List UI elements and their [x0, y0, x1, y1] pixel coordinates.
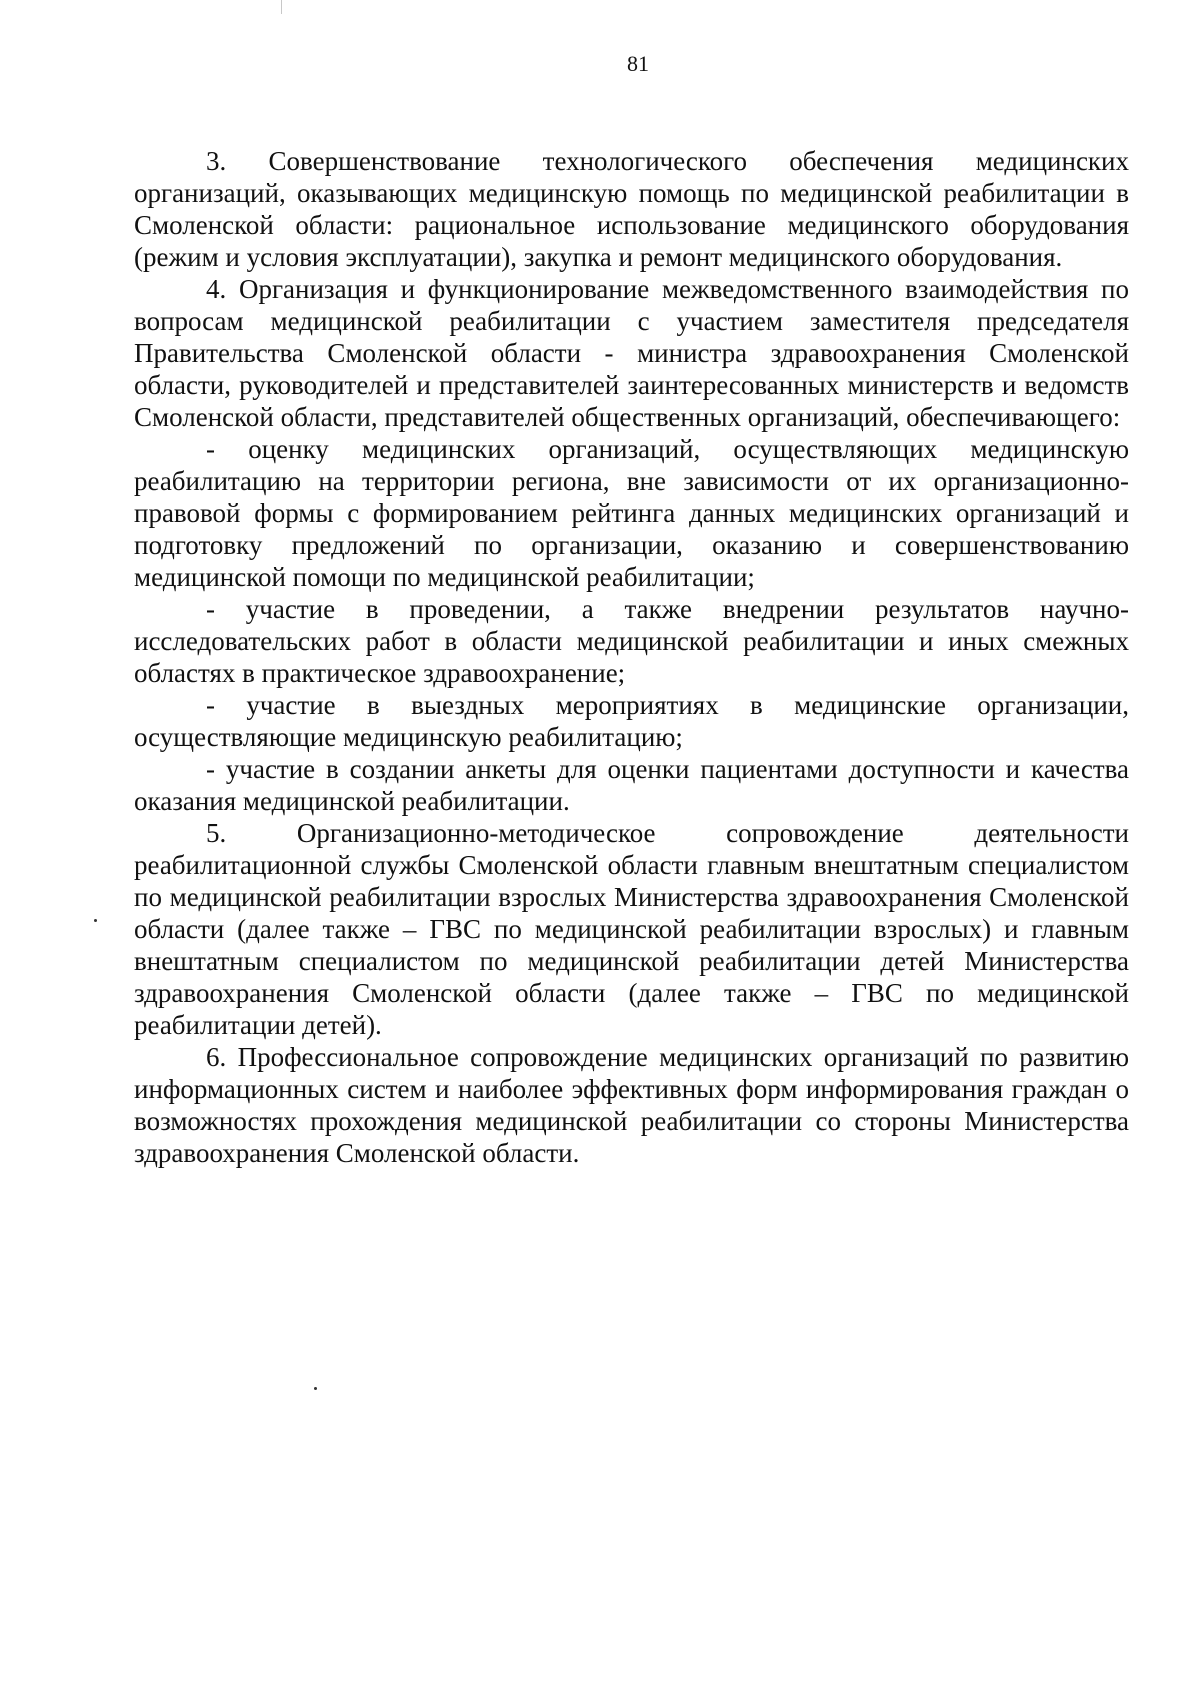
- paragraph-item-5: 5. Организационно-методическое сопровождение деятельности реабилитационной службы Смоленской области главным внештатным специалистом по медицинской реабилитации взрослых Министерства здравоохранения Смоленской области (далее также – ГВС по медицинской реабилитации взрослых) и главным внештатным специалистом по медицинской реабилитации детей Министерства здравоохранения Смоленской области (далее также – ГВС по медицинской реабилитации детей).: [134, 818, 1129, 1040]
- bullet-item-survey: - участие в создании анкеты для оценки пациентами доступности и качества оказания медицинской реабилитации.: [134, 754, 1129, 816]
- document-body: [134, 145, 1129, 1169]
- paragraph-item-3: 3. Совершенствование технологического обеспечения медицинских организаций, оказывающих медицинскую помощь по медицинской реабилитации в Смоленской области: рациональное использование медицинского оборудования (режим и условия эксплуатации), закупка и ремонт медицинского оборудования.: [134, 146, 1129, 272]
- bullet-item-research: - участие в проведении, а также внедрении результатов научно-исследовательских работ в области медицинской реабилитации и иных смежных областях в практическое здравоохранение;: [134, 594, 1129, 688]
- paragraph-item-6: 6. Профессиональное сопровождение медицинских организаций по развитию информационных систем и наиболее эффективных форм информирования граждан о возможностях прохождения медицинской реабилитации со стороны Министерства здравоохранения Смоленской области.: [134, 1042, 1129, 1168]
- page-number: 81: [627, 51, 649, 76]
- scan-artifact-line: [281, 0, 282, 14]
- bullet-item-assessment: - оценку медицинских организаций, осуществляющих медицинскую реабилитацию на территории региона, вне зависимости от их организационно-правовой формы с формированием рейтинга данных медицинских организаций и подготовку предложений по организации, оказанию и совершенствованию медицинской помощи по медицинской реабилитации;: [134, 434, 1129, 592]
- bullet-item-field-events: - участие в выездных мероприятиях в медицинские организации, осуществляющие медицинскую реабилитацию;: [134, 690, 1129, 752]
- paragraph-item-4: 4. Организация и функционирование межведомственного взаимодействия по вопросам медицинской реабилитации с участием заместителя председателя Правительства Смоленской области - министра здравоохранения Смоленской области, руководителей и представителей заинтересованных министерств и ведомств Смоленской области, представителей общественных организаций, обеспечивающего:: [134, 274, 1129, 432]
- scan-artifact-dot: [94, 919, 97, 922]
- scan-artifact-dot: [314, 1387, 317, 1390]
